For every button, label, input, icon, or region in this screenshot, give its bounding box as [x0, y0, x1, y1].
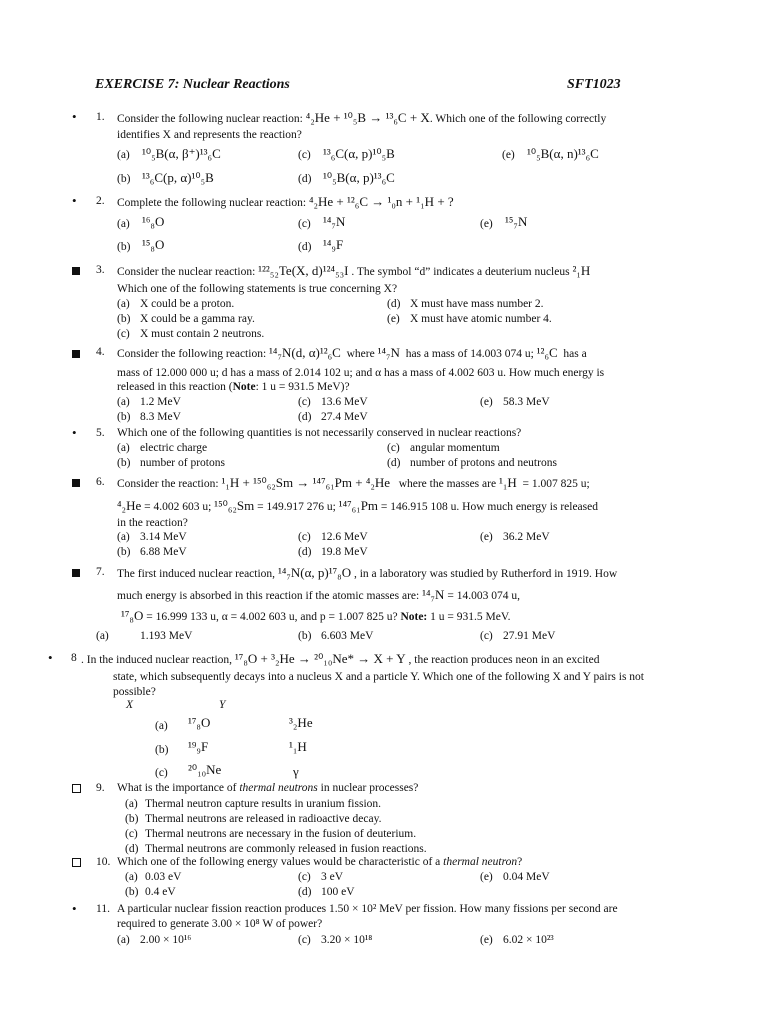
option-label[interactable]: (b)	[117, 313, 131, 325]
option-x[interactable]: ¹⁹₉F	[188, 739, 209, 754]
option-label[interactable]: (a)	[125, 798, 138, 810]
option-label[interactable]: (b)	[298, 630, 312, 642]
option-text[interactable]: 0.4 eV	[145, 886, 176, 898]
option-text[interactable]: X could be a gamma ray.	[140, 313, 255, 325]
option-y[interactable]: ³₂He	[289, 715, 313, 730]
question-text-part: where	[346, 348, 375, 360]
question-number: 3.	[96, 264, 105, 276]
question-text-part: Which one of the following energy values would be characteristic of a	[117, 856, 441, 868]
question-text-part: , in a laboratory was studied by Rutherford in 1919. How	[353, 568, 618, 580]
question-text-line: in the reaction?	[117, 517, 188, 529]
option-text[interactable]: 1.193 MeV	[140, 630, 193, 642]
question-text: A particular nuclear fission reaction produces 1.50 × 10² MeV per fission. How many fissions per second are	[117, 903, 618, 915]
filled-square-icon	[72, 266, 80, 279]
option-label[interactable]: (d)	[298, 411, 312, 423]
option-text[interactable]: X must have atomic number 4.	[410, 313, 552, 325]
reaction-equation: ¹²²₅₂Te(X, d)¹²⁴₅₃I	[258, 263, 349, 278]
option-label[interactable]: (a)	[117, 149, 130, 161]
option-label[interactable]: (a)	[117, 218, 130, 230]
course-code: SFT1023	[567, 77, 621, 92]
option-text[interactable]: electric charge	[140, 442, 208, 454]
option-label[interactable]: (a)	[125, 871, 138, 883]
filled-square-icon	[72, 478, 80, 491]
option-text[interactable]: ¹⁰₅B(α, β⁺)¹³₆C	[142, 146, 221, 161]
nuclide-symbol: ⁴₂He	[117, 498, 142, 513]
question-text-line: mass of 12.000 000 u; d has a mass of 2.014 102 u; and α has a mass of 4.002 603 u. How much energy is	[117, 367, 605, 379]
bullet-icon: •	[72, 193, 77, 208]
reaction-equation: ⁴₂He + ¹²₆C → ¹₀n + ¹₁H + ?	[308, 194, 454, 209]
nuclide-symbol: ¹⁴⁷₆₁Pm	[338, 498, 379, 513]
question-text-line	[121, 609, 511, 624]
nuclide-symbol: ¹⁷₈O	[121, 608, 144, 623]
option-label[interactable]: (b)	[155, 744, 169, 756]
question-text-part: 1 u = 931.5 MeV.	[430, 611, 511, 623]
option-text[interactable]: 8.3 MeV	[140, 411, 181, 423]
question-text-line	[117, 499, 598, 514]
question-number: 9.	[96, 782, 105, 794]
option-text[interactable]: 0.04 MeV	[503, 871, 550, 883]
question-text-part: Consider the nuclear reaction:	[117, 266, 256, 278]
question-text-part: , the reaction produces neon in an excited	[408, 654, 600, 666]
question-text-part: has a mass of 14.003 074 u;	[405, 348, 534, 360]
reaction-equation: ¹⁷₈O + ³₂He → ²⁰₁₀Ne* → X + Y	[234, 651, 406, 666]
question-text	[117, 264, 590, 279]
option-label[interactable]: (a)	[117, 298, 130, 310]
option-label[interactable]: (c)	[480, 630, 493, 642]
question-text-part: = 16.999 133 u, α = 4.002 603 u, and p = 1.007 825 u?	[146, 611, 398, 623]
question-text-part: Complete the following nuclear reaction:	[117, 197, 307, 209]
nuclide-symbol: ¹⁴₇N	[422, 587, 445, 602]
option-text[interactable]: X must have mass number 2.	[410, 298, 544, 310]
empty-square-icon	[72, 858, 81, 871]
option-label[interactable]: (a)	[96, 630, 109, 642]
option-y[interactable]: γ	[293, 764, 299, 779]
question-text-part: ?	[517, 856, 523, 868]
question-number: 2.	[96, 195, 105, 207]
nuclide-symbol: ¹⁴₇N	[377, 345, 400, 360]
question-number: 7.	[96, 566, 105, 578]
option-x[interactable]: ¹⁷₈O	[188, 715, 211, 730]
option-text[interactable]: number of protons	[140, 457, 225, 469]
option-label[interactable]: (c)	[298, 218, 311, 230]
option-text[interactable]: 19.8 MeV	[321, 546, 368, 558]
filled-square-icon	[72, 349, 80, 362]
option-text[interactable]: 1.2 MeV	[140, 396, 181, 408]
question-text-part: released in this reaction (	[117, 381, 233, 393]
option-label[interactable]: (e)	[387, 313, 400, 325]
option-text[interactable]: ¹⁴₉F	[323, 237, 344, 252]
column-header-y: Y	[219, 699, 226, 711]
nuclide-symbol: ¹⁵⁰₆₂Sm	[214, 498, 255, 513]
question-text	[117, 566, 617, 581]
question-text-part: Consider the following nuclear reaction:	[117, 113, 303, 125]
question-text-part: : 1 u = 931.5 MeV)?	[255, 381, 350, 393]
question-text-part: . The symbol “d” indicates a deuterium nucleus	[351, 266, 570, 278]
question-text-part: . In the induced nuclear reaction,	[81, 654, 233, 666]
option-text[interactable]: ¹⁴₇N	[323, 214, 346, 229]
question-text-line: possible?	[113, 686, 156, 698]
question-text-line: identifies X and represents the reaction?	[117, 129, 302, 141]
question-text-line	[117, 381, 350, 394]
option-label[interactable]: (d)	[298, 173, 312, 185]
option-text[interactable]: X could be a proton.	[140, 298, 235, 310]
question-text-part: Consider the reaction:	[117, 478, 219, 490]
option-label[interactable]: (d)	[387, 298, 401, 310]
bullet-icon: •	[48, 650, 53, 665]
option-label[interactable]: (b)	[117, 457, 131, 469]
bullet-icon: •	[72, 425, 77, 440]
filled-square-icon	[72, 568, 80, 581]
option-text[interactable]: ¹⁰₅B(α, p)¹³₆C	[323, 170, 395, 185]
question-text	[81, 652, 599, 667]
option-label[interactable]: (c)	[117, 328, 130, 340]
deuterium-symbol: ²₁H	[572, 263, 591, 278]
question-text-line: state, which subsequently decays into a nucleus X and a particle Y. Which one of the following X and Y pairs is not	[113, 671, 645, 683]
question-text-part: . Which one of the following correctly	[429, 113, 607, 125]
option-text[interactable]: number of protons and neutrons	[410, 457, 557, 469]
question-text	[117, 856, 522, 869]
question-number: 6.	[96, 476, 105, 488]
option-text[interactable]: 13.6 MeV	[321, 396, 368, 408]
option-text[interactable]: 6.603 MeV	[321, 630, 374, 642]
option-label[interactable]: (c)	[298, 934, 311, 946]
question-text-part: in nuclear processes?	[320, 782, 419, 794]
column-header-x: X	[126, 699, 134, 711]
empty-square-icon	[72, 784, 81, 797]
reaction-equation: ⁴₂He + ¹⁰₅B → ¹³₆C + X	[305, 110, 430, 125]
option-label[interactable]: (b)	[125, 886, 139, 898]
option-text[interactable]: ¹⁵₇N	[505, 214, 528, 229]
exercise-title: EXERCISE 7: Nuclear Reactions	[95, 77, 290, 92]
question-text	[117, 476, 590, 491]
option-label[interactable]: (e)	[480, 218, 493, 230]
option-label[interactable]: (c)	[298, 871, 311, 883]
question-text-part: where the masses are	[398, 478, 497, 490]
option-text[interactable]: Thermal neutrons are released in radioactive decay.	[145, 813, 382, 825]
option-label[interactable]: (a)	[117, 934, 130, 946]
question-number: 10.	[96, 856, 111, 868]
question-text-part: = 1.007 825 u;	[522, 478, 590, 490]
option-label[interactable]: (e)	[480, 396, 493, 408]
emphasis-text: thermal neutrons	[239, 782, 318, 794]
option-text[interactable]: 6.02 × 10²³	[503, 934, 554, 946]
question-number: 5.	[96, 427, 105, 439]
option-text[interactable]: ¹⁵₈O	[142, 237, 165, 252]
question-text-part: = 146.915 108 u. How much energy is released	[380, 501, 598, 513]
option-text[interactable]: Thermal neutron capture results in uranium fission.	[145, 798, 382, 810]
question-number: 1.	[96, 111, 105, 123]
option-text[interactable]: 27.91 MeV	[503, 630, 556, 642]
reaction-equation: ¹⁴₇N(α, p)¹⁷₈O	[277, 565, 352, 580]
option-label[interactable]: (d)	[298, 886, 312, 898]
question-number: 11.	[96, 903, 110, 915]
option-label[interactable]: (c)	[298, 149, 311, 161]
question-text-part: = 4.002 603 u;	[144, 501, 212, 513]
nuclide-symbol: ¹²₆C	[536, 345, 558, 360]
option-text[interactable]: ¹³₆C(p, α)¹⁰₅B	[142, 170, 214, 185]
option-text[interactable]: X must contain 2 neutrons.	[140, 328, 265, 340]
option-label[interactable]: (a)	[117, 531, 130, 543]
option-text[interactable]: 2.00 × 10¹⁶	[140, 934, 192, 946]
option-label[interactable]: (d)	[125, 843, 139, 855]
option-text[interactable]: 27.4 MeV	[321, 411, 368, 423]
option-y[interactable]: ¹₁H	[289, 739, 307, 754]
option-label[interactable]: (e)	[480, 934, 493, 946]
question-number: 8	[71, 652, 77, 664]
option-label[interactable]: (e)	[480, 871, 493, 883]
option-label[interactable]: (a)	[117, 442, 130, 454]
option-label[interactable]: (d)	[298, 546, 312, 558]
option-text[interactable]: 0.03 eV	[145, 871, 182, 883]
option-label[interactable]: (c)	[155, 767, 168, 779]
option-label[interactable]: (c)	[125, 828, 138, 840]
option-text[interactable]: 3.14 MeV	[140, 531, 187, 543]
question-text	[117, 346, 587, 361]
question-text-part: What is the importance of	[117, 782, 237, 794]
question-text-part: = 14.003 074 u,	[447, 590, 520, 602]
option-x[interactable]: ²⁰₁₀Ne	[188, 762, 222, 777]
option-text[interactable]: ¹⁰₅B(α, n)¹³₆C	[527, 146, 599, 161]
option-label[interactable]: (c)	[387, 442, 400, 454]
question-text-part: The first induced nuclear reaction,	[117, 568, 276, 580]
question-text	[117, 195, 454, 210]
question-text-line	[117, 588, 520, 603]
bullet-icon: •	[72, 901, 77, 916]
option-label[interactable]: (b)	[117, 173, 131, 185]
option-label[interactable]: (e)	[502, 149, 515, 161]
option-text[interactable]: 3.20 × 10¹⁸	[321, 934, 373, 946]
option-label[interactable]: (b)	[117, 546, 131, 558]
question-text-line: Which one of the following statements is true concerning X?	[117, 283, 398, 295]
option-text[interactable]: ¹⁶₈O	[142, 214, 165, 229]
question-text-part: = 149.917 276 u;	[257, 501, 336, 513]
option-text[interactable]: 12.6 MeV	[321, 531, 368, 543]
option-text[interactable]: Thermal neutrons are commonly released in fusion reactions.	[145, 843, 427, 855]
option-text[interactable]: 3 eV	[321, 871, 344, 883]
option-text[interactable]: 58.3 MeV	[503, 396, 550, 408]
option-label[interactable]: (d)	[298, 241, 312, 253]
bullet-icon: •	[72, 109, 77, 124]
question-text	[117, 782, 418, 795]
question-text-part: has a	[563, 348, 587, 360]
option-text[interactable]: ¹³₆C(α, p)¹⁰₅B	[323, 146, 395, 161]
option-label[interactable]: (a)	[117, 396, 130, 408]
option-text[interactable]: Thermal neutrons are necessary in the fusion of deuterium.	[145, 828, 417, 840]
reaction-equation: ¹⁴₇N(d, α)¹²₆C	[269, 345, 341, 360]
question-text: Which one of the following quantities is not necessarily conserved in nuclear reactions?	[117, 427, 522, 439]
option-label[interactable]: (c)	[298, 531, 311, 543]
question-text-part: Consider the following reaction:	[117, 348, 267, 360]
option-text[interactable]: 100 eV	[321, 886, 355, 898]
option-text[interactable]: angular momentum	[410, 442, 500, 454]
question-text-part: much energy is absorbed in this reaction if the atomic masses are:	[117, 590, 420, 602]
option-label[interactable]: (d)	[387, 457, 401, 469]
reaction-equation: ¹₁H + ¹⁵⁰₆₂Sm → ¹⁴⁷₆₁Pm + ⁴₂He	[221, 475, 391, 490]
nuclide-symbol: ¹₁H	[498, 475, 517, 490]
option-label[interactable]: (b)	[117, 241, 131, 253]
question-text	[117, 111, 606, 126]
option-text[interactable]: 36.2 MeV	[503, 531, 550, 543]
note-label: Note:	[400, 611, 428, 623]
option-label[interactable]: (b)	[125, 813, 139, 825]
option-label[interactable]: (a)	[155, 720, 168, 732]
emphasis-text: thermal neutron	[443, 856, 518, 868]
question-number: 4.	[96, 346, 105, 358]
question-text-line: required to generate 3.00 × 10⁸ W of power?	[117, 918, 323, 930]
option-label[interactable]: (b)	[117, 411, 131, 423]
note-label: Note	[232, 381, 256, 393]
option-text[interactable]: 6.88 MeV	[140, 546, 187, 558]
option-label[interactable]: (c)	[298, 396, 311, 408]
option-label[interactable]: (e)	[480, 531, 493, 543]
